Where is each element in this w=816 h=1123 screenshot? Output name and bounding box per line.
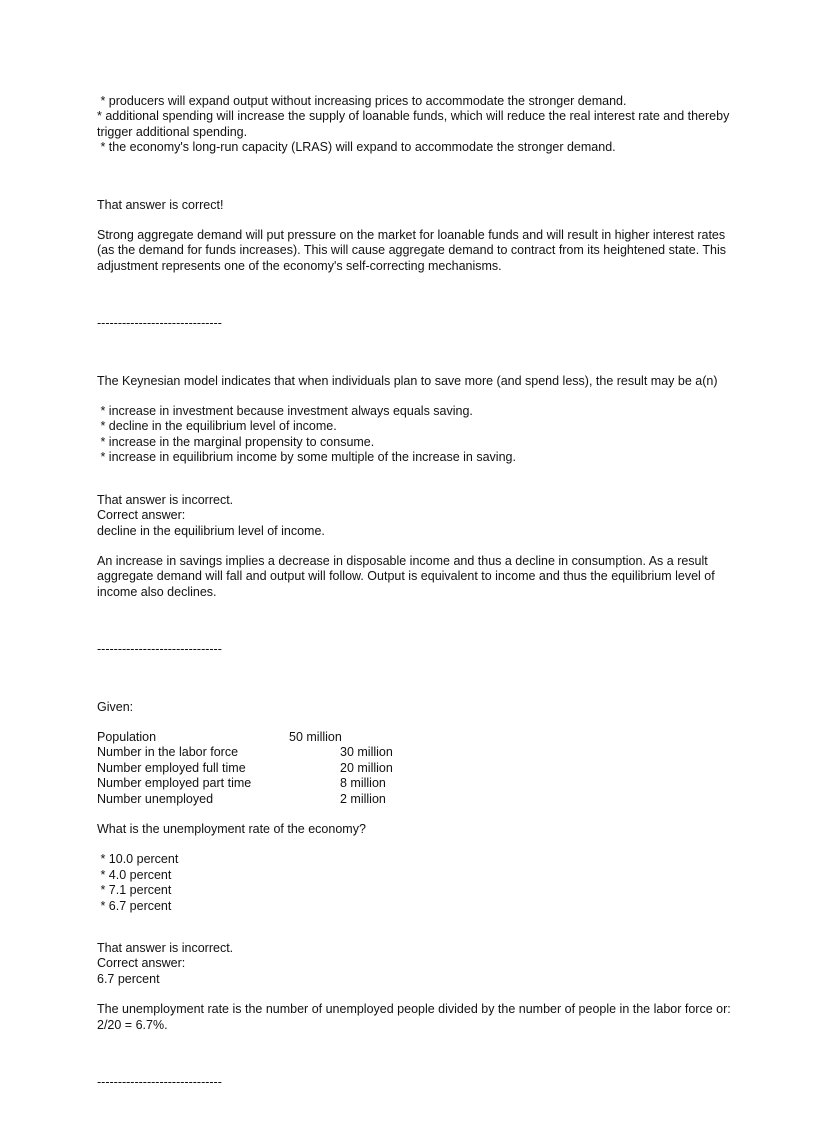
question-text: The Keynesian model indicates that when individuals plan to save more (and spend less), the result may be a(n): [97, 373, 718, 388]
table-row: [97, 776, 393, 791]
option-item: * increase in equilibrium income by some multiple of the increase in saving.: [97, 450, 516, 465]
option-item: * 7.1 percent: [97, 883, 172, 898]
answer-result: That answer is incorrect.: [97, 492, 234, 507]
given-row-value: 2 million: [340, 791, 386, 806]
given-row-label: Number unemployed: [97, 791, 214, 806]
given-row-value: 8 million: [340, 776, 386, 791]
document-page: [97, 94, 737, 1090]
given-row-value: 50 million: [289, 729, 342, 744]
table-row: [97, 792, 393, 807]
section-separator: ------------------------------: [97, 316, 222, 331]
answer-result: That answer is correct!: [97, 197, 224, 212]
option-item: * producers will expand output without increasing prices to accommodate the stronger demand.: [97, 94, 627, 108]
answer-result: That answer is incorrect.: [97, 941, 234, 955]
option-item: * 4.0 percent: [97, 867, 172, 882]
given-table: [97, 730, 393, 807]
answer-explanation: An increase in savings implies a decrease in disposable income and thus a decline in consumption. As a result aggregate demand will fall and output will follow. Output is equivalent to income and thus the equilibrium level of income also declines.: [97, 553, 715, 599]
question-text: What is the unemployment rate of the economy?: [97, 821, 366, 836]
correct-answer-label: Correct answer:: [97, 956, 186, 971]
table-row: [97, 761, 393, 776]
given-label: Given:: [97, 699, 134, 714]
option-item: * decline in the equilibrium level of income.: [97, 419, 337, 434]
given-row-value: 30 million: [340, 745, 393, 760]
given-row-label: Population: [97, 729, 157, 744]
answer-explanation: Strong aggregate demand will put pressure on the market for loanable funds and will result in higher interest rates (as the demand for funds increases). This will cause aggregate demand to contract from its heightened state. This adjustment represents one of the economy's self-correcting mechanisms.: [97, 228, 727, 273]
option-item: * increase in the marginal propensity to consume.: [97, 434, 375, 449]
option-item: * 6.7 percent: [97, 898, 172, 913]
given-row-label: Number in the labor force: [97, 745, 239, 760]
option-item: * 10.0 percent: [97, 852, 179, 867]
table-row: [97, 745, 393, 760]
option-item: * additional spending will increase the supply of loanable funds, which will reduce the real interest rate and thereby trigger additional spending.: [97, 109, 730, 139]
section-separator: ------------------------------: [97, 642, 222, 657]
table-row: [97, 730, 393, 745]
correct-answer: 6.7 percent: [97, 971, 160, 986]
answer-explanation: The unemployment rate is the number of unemployed people divided by the number of people in the labor force or: 2/20 = 6.7%.: [97, 1002, 731, 1032]
given-row-label: Number employed part time: [97, 776, 252, 791]
option-item: * increase in investment because investment always equals saving.: [97, 404, 473, 419]
correct-answer: decline in the equilibrium level of income.: [97, 523, 325, 538]
given-row-label: Number employed full time: [97, 760, 246, 775]
option-item: * the economy's long-run capacity (LRAS) will expand to accommodate the stronger demand.: [97, 140, 616, 155]
given-row-value: 20 million: [340, 760, 393, 775]
section-separator: ------------------------------: [97, 1075, 222, 1090]
correct-answer-label: Correct answer:: [97, 508, 186, 523]
